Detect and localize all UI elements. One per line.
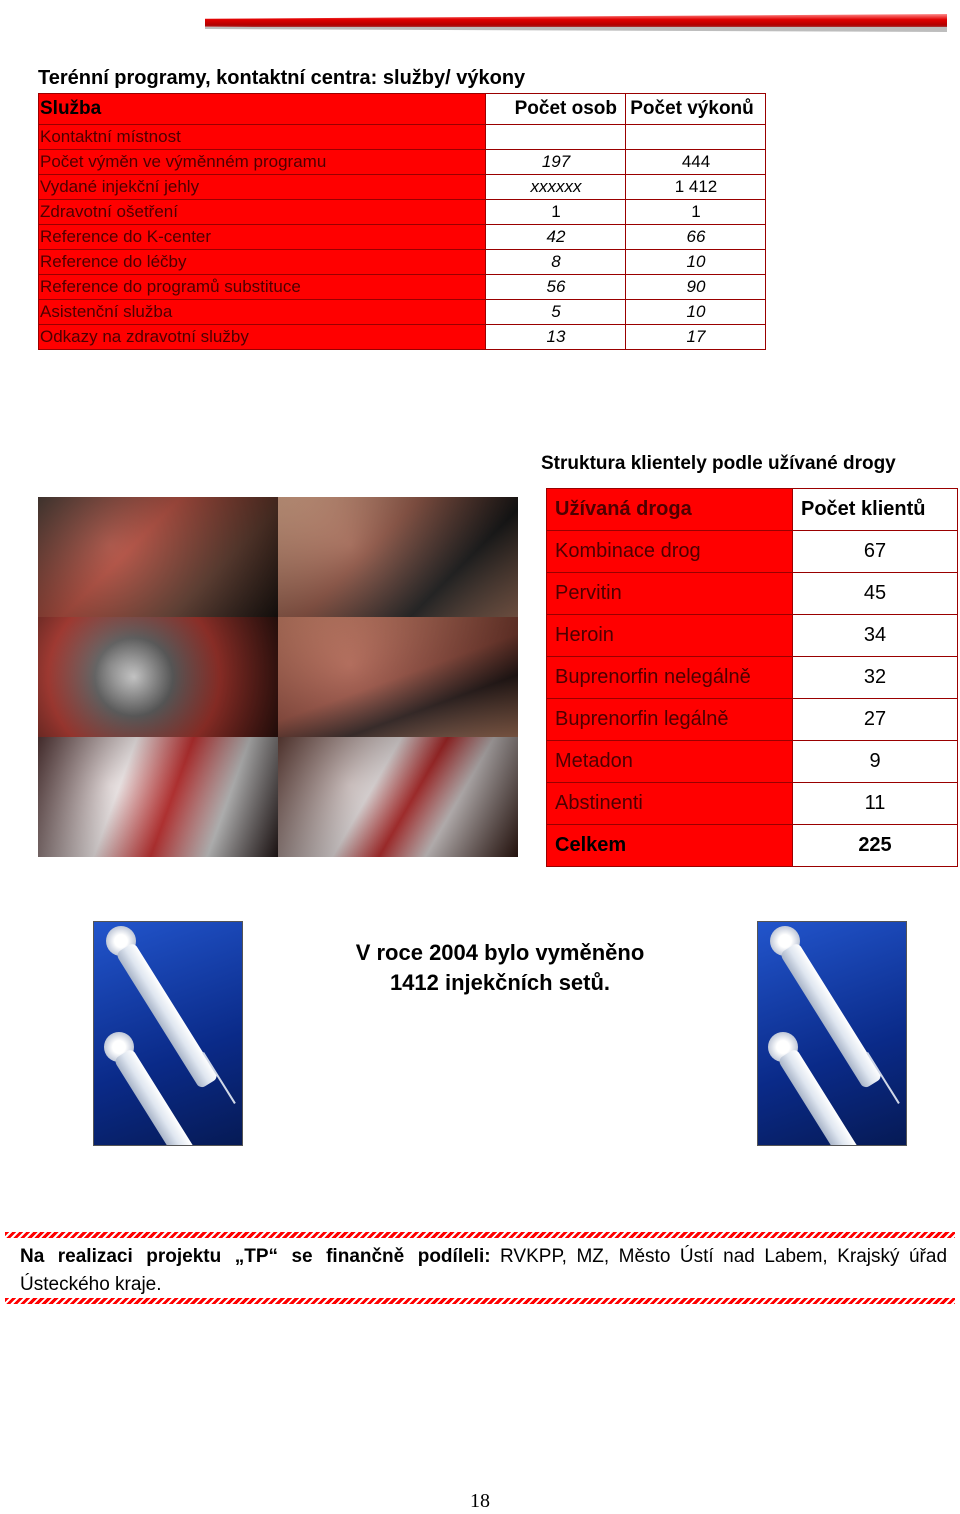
table-row <box>547 531 958 573</box>
syringe-image-right <box>757 921 907 1146</box>
drugs-total-row <box>547 825 958 867</box>
service-actions: 444 <box>626 150 766 175</box>
service-persons: 42 <box>486 225 626 250</box>
exchange-note-line1: V roce 2004 bylo vyměněno <box>355 940 645 965</box>
header-drug: Užívaná droga <box>547 489 793 531</box>
drug-count: 67 <box>793 531 958 573</box>
service-actions: 1 <box>626 200 766 225</box>
drug-count: 32 <box>793 657 958 699</box>
photo-tile <box>278 497 518 617</box>
service-persons: 5 <box>486 300 626 325</box>
service-actions: 66 <box>626 225 766 250</box>
table-row <box>547 699 958 741</box>
drug-count: 27 <box>793 699 958 741</box>
drug-label: Buprenorfin nelegálně <box>547 657 793 699</box>
table-row <box>39 175 766 200</box>
service-label: Vydané injekční jehly <box>39 175 486 200</box>
table-row <box>39 300 766 325</box>
table-row <box>547 783 958 825</box>
service-actions: 1 412 <box>626 175 766 200</box>
drug-count: 9 <box>793 741 958 783</box>
exchange-note <box>250 938 750 998</box>
photo-tile <box>38 497 278 617</box>
funding-note <box>20 1243 947 1299</box>
table-row <box>547 573 958 615</box>
service-persons: 8 <box>486 250 626 275</box>
funding-text: RVKPP, MZ, Město Ústí nad Labem, Krajský úřad Ústeckého kraje. <box>20 1246 948 1295</box>
drug-label: Metadon <box>547 741 793 783</box>
service-label: Kontaktní místnost <box>39 125 486 150</box>
header-persons: Počet osob <box>486 94 626 125</box>
table-row <box>39 200 766 225</box>
drug-count: 11 <box>793 783 958 825</box>
photo-tile <box>38 617 278 737</box>
photo-tile <box>278 737 518 857</box>
table-row <box>39 250 766 275</box>
drugs-table-title: Struktura klientely podle užívané drogy <box>541 453 896 474</box>
service-actions: 10 <box>626 250 766 275</box>
table-row <box>39 150 766 175</box>
header-clients: Počet klientů <box>793 489 958 531</box>
drug-label: Abstinenti <box>547 783 793 825</box>
drug-count: 45 <box>793 573 958 615</box>
service-label: Reference do léčby <box>39 250 486 275</box>
table-row <box>39 275 766 300</box>
photo-tile <box>278 617 518 737</box>
service-persons: 1 <box>486 200 626 225</box>
page-number: 18 <box>470 1490 490 1512</box>
service-persons: 56 <box>486 275 626 300</box>
service-actions: 10 <box>626 300 766 325</box>
drug-use-photo-collage <box>38 497 518 857</box>
drugs-table <box>546 488 958 867</box>
drug-label: Kombinace drog <box>547 531 793 573</box>
table-row <box>39 125 766 150</box>
service-label: Reference do programů substituce <box>39 275 486 300</box>
service-actions <box>626 125 766 150</box>
total-label: Celkem <box>547 825 793 867</box>
decorative-stripe-bottom <box>5 1298 955 1304</box>
table-row <box>39 225 766 250</box>
table-row <box>39 325 766 350</box>
service-label: Počet výměn ve výměnném programu <box>39 150 486 175</box>
services-table-title: Terénní programy, kontaktní centra: služby/ výkony <box>38 67 526 89</box>
service-persons: 13 <box>486 325 626 350</box>
header-service: Služba <box>39 94 486 125</box>
drugs-table-header <box>547 489 958 531</box>
total-count: 225 <box>793 825 958 867</box>
service-label: Asistenční služba <box>39 300 486 325</box>
drug-count: 34 <box>793 615 958 657</box>
service-actions: 17 <box>626 325 766 350</box>
table-row <box>547 657 958 699</box>
table-row <box>547 615 958 657</box>
service-label: Reference do K-center <box>39 225 486 250</box>
services-table-header <box>39 94 766 125</box>
header-decoration-shadow <box>205 27 947 32</box>
drug-label: Pervitin <box>547 573 793 615</box>
header-actions: Počet výkonů <box>626 94 766 125</box>
service-label: Zdravotní ošetření <box>39 200 486 225</box>
service-persons <box>486 125 626 150</box>
service-persons: 197 <box>486 150 626 175</box>
service-label: Odkazy na zdravotní služby <box>39 325 486 350</box>
exchange-note-line2: 1412 injekčních setů. <box>389 970 611 995</box>
drug-label: Heroin <box>547 615 793 657</box>
syringe-image-left <box>93 921 243 1146</box>
table-row <box>547 741 958 783</box>
drug-label: Buprenorfin legálně <box>547 699 793 741</box>
service-actions: 90 <box>626 275 766 300</box>
services-table <box>38 93 766 350</box>
photo-tile <box>38 737 278 857</box>
service-persons: xxxxxx <box>486 175 626 200</box>
funding-bold: Na realizaci projektu „TP“ se finančně podíleli: <box>20 1246 491 1267</box>
decorative-stripe-top <box>5 1232 955 1238</box>
